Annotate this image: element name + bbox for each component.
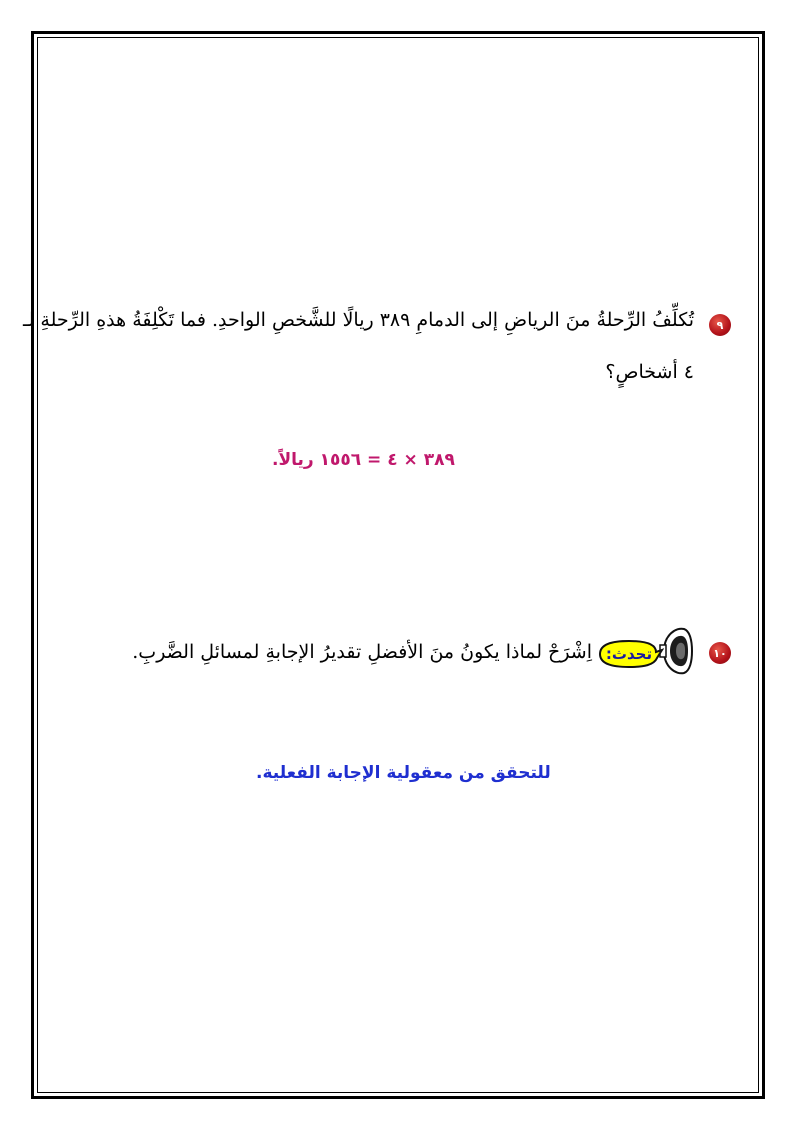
question-2-text: اِشْرَحْ لماذا يكونُ منَ الأفضلِ تقديرُ الإجابةِ لمسائلِ الضَّربِ. — [132, 641, 592, 663]
question-1-line-2: ٤ أشخاصٍ؟ — [605, 361, 694, 383]
talk-badge-label: تحدث: — [605, 645, 653, 663]
question-2-answer: للتحقق من معقولية الإجابة الفعلية. — [256, 763, 551, 783]
question-1-answer: ٣٨٩ × ٤ = ١٥٥٦ ريالاً. — [272, 450, 455, 470]
question-1-line-1: تُكلِّفُ الرِّحلةُ منَ الرياضِ إلى الدمامِ ٣٨٩ ريالًا للشَّخصِ الواحدِ. فما تَكْلِفَةُ هذهِ الرِّحلةِ لـ — [23, 309, 694, 331]
page-border-inner — [23, 37, 759, 1093]
question-number-badge: ١٠ — [709, 642, 731, 664]
question-number-badge: ٩ — [709, 314, 731, 336]
